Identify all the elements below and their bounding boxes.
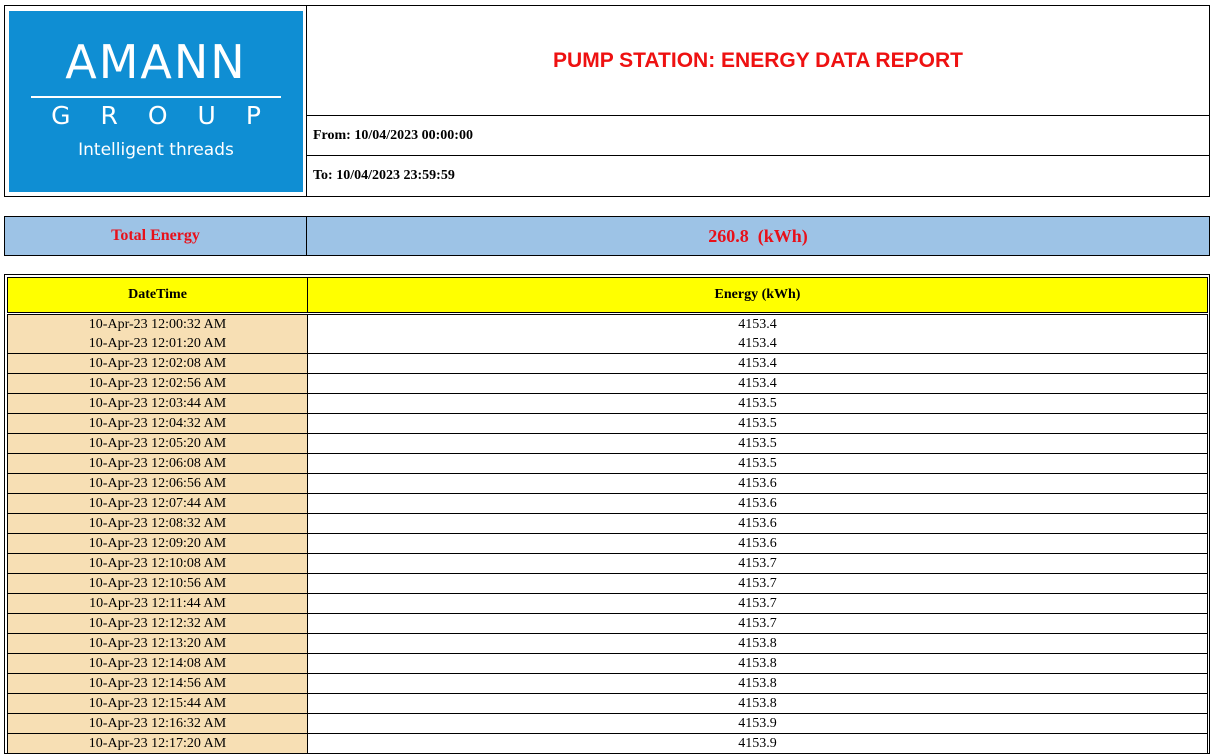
cell-energy: 4153.9 bbox=[308, 734, 1207, 753]
company-logo bbox=[9, 11, 303, 192]
cell-datetime: 10-Apr-23 12:14:56 AM bbox=[8, 674, 308, 693]
cell-datetime: 10-Apr-23 12:04:32 AM bbox=[8, 414, 308, 433]
table-row bbox=[7, 514, 1208, 534]
cell-energy: 4153.5 bbox=[308, 394, 1207, 413]
column-header-datetime: DateTime bbox=[8, 278, 308, 312]
table-row bbox=[7, 634, 1208, 654]
cell-energy: 4153.7 bbox=[308, 594, 1207, 613]
cell-energy: 4153.4 bbox=[308, 354, 1207, 373]
table-row bbox=[7, 614, 1208, 634]
cell-datetime: 10-Apr-23 12:13:20 AM bbox=[8, 634, 308, 653]
table-row bbox=[7, 494, 1208, 514]
cell-datetime: 10-Apr-23 12:14:08 AM bbox=[8, 654, 308, 673]
report-to-date: To: 10/04/2023 23:59:59 bbox=[313, 168, 455, 183]
logo-cell bbox=[5, 6, 307, 196]
table-row bbox=[7, 374, 1208, 394]
cell-energy: 4153.4 bbox=[308, 334, 1207, 353]
cell-datetime: 10-Apr-23 12:02:08 AM bbox=[8, 354, 308, 373]
cell-energy: 4153.5 bbox=[308, 414, 1207, 433]
cell-datetime: 10-Apr-23 12:15:44 AM bbox=[8, 694, 308, 713]
table-row bbox=[7, 354, 1208, 374]
table-row bbox=[7, 654, 1208, 674]
cell-datetime: 10-Apr-23 12:16:32 AM bbox=[8, 714, 308, 733]
cell-datetime: 10-Apr-23 12:07:44 AM bbox=[8, 494, 308, 513]
table-row bbox=[7, 454, 1208, 474]
cell-datetime: 10-Apr-23 12:00:32 AM bbox=[8, 315, 308, 334]
table-header bbox=[7, 277, 1208, 313]
cell-datetime: 10-Apr-23 12:17:20 AM bbox=[8, 734, 308, 753]
cell-energy: 4153.4 bbox=[308, 315, 1207, 334]
table-row bbox=[7, 734, 1208, 754]
cell-energy: 4153.7 bbox=[308, 554, 1207, 573]
table-row bbox=[7, 694, 1208, 714]
table-row bbox=[7, 314, 1208, 334]
cell-datetime: 10-Apr-23 12:05:20 AM bbox=[8, 434, 308, 453]
cell-energy: 4153.6 bbox=[308, 474, 1207, 493]
table-row bbox=[7, 394, 1208, 414]
logo-divider bbox=[31, 96, 281, 98]
total-energy-value: 260.8 (kWh) bbox=[708, 225, 808, 246]
table-row bbox=[7, 554, 1208, 574]
energy-data-table bbox=[4, 274, 1210, 754]
cell-energy: 4153.8 bbox=[308, 634, 1207, 653]
table-row bbox=[7, 574, 1208, 594]
cell-datetime: 10-Apr-23 12:10:56 AM bbox=[8, 574, 308, 593]
total-energy-bar bbox=[4, 216, 1210, 256]
cell-energy: 4153.8 bbox=[308, 654, 1207, 673]
logo-tagline: Intelligent threads bbox=[78, 140, 234, 160]
cell-energy: 4153.6 bbox=[308, 514, 1207, 533]
cell-datetime: 10-Apr-23 12:01:20 AM bbox=[8, 334, 308, 353]
table-row bbox=[7, 434, 1208, 454]
cell-energy: 4153.7 bbox=[308, 574, 1207, 593]
table-row bbox=[7, 674, 1208, 694]
column-header-energy: Energy (kWh) bbox=[714, 287, 801, 302]
cell-datetime: 10-Apr-23 12:02:56 AM bbox=[8, 374, 308, 393]
table-row bbox=[7, 714, 1208, 734]
cell-datetime: 10-Apr-23 12:06:08 AM bbox=[8, 454, 308, 473]
report-from-date: From: 10/04/2023 00:00:00 bbox=[307, 116, 1209, 156]
table-body bbox=[7, 314, 1208, 754]
total-energy-label: Total Energy bbox=[5, 217, 307, 255]
table-row bbox=[7, 334, 1208, 354]
table-row bbox=[7, 534, 1208, 554]
cell-energy: 4153.6 bbox=[308, 534, 1207, 553]
cell-datetime: 10-Apr-23 12:09:20 AM bbox=[8, 534, 308, 553]
cell-datetime: 10-Apr-23 12:12:32 AM bbox=[8, 614, 308, 633]
cell-datetime: 10-Apr-23 12:11:44 AM bbox=[8, 594, 308, 613]
cell-energy: 4153.9 bbox=[308, 714, 1207, 733]
logo-group-text: GROUP bbox=[51, 101, 291, 130]
report-header bbox=[4, 5, 1210, 197]
cell-datetime: 10-Apr-23 12:03:44 AM bbox=[8, 394, 308, 413]
table-row bbox=[7, 594, 1208, 614]
cell-datetime: 10-Apr-23 12:08:32 AM bbox=[8, 514, 308, 533]
cell-energy: 4153.6 bbox=[308, 494, 1207, 513]
cell-energy: 4153.5 bbox=[308, 434, 1207, 453]
logo-brand-text: AMANN bbox=[65, 35, 247, 89]
cell-energy: 4153.4 bbox=[308, 374, 1207, 393]
cell-energy: 4153.7 bbox=[308, 614, 1207, 633]
table-row bbox=[7, 474, 1208, 494]
cell-datetime: 10-Apr-23 12:06:56 AM bbox=[8, 474, 308, 493]
cell-energy: 4153.5 bbox=[308, 454, 1207, 473]
cell-datetime: 10-Apr-23 12:10:08 AM bbox=[8, 554, 308, 573]
table-row bbox=[7, 414, 1208, 434]
report-title: PUMP STATION: ENERGY DATA REPORT bbox=[307, 6, 1209, 116]
cell-energy: 4153.8 bbox=[308, 694, 1207, 713]
cell-energy: 4153.8 bbox=[308, 674, 1207, 693]
